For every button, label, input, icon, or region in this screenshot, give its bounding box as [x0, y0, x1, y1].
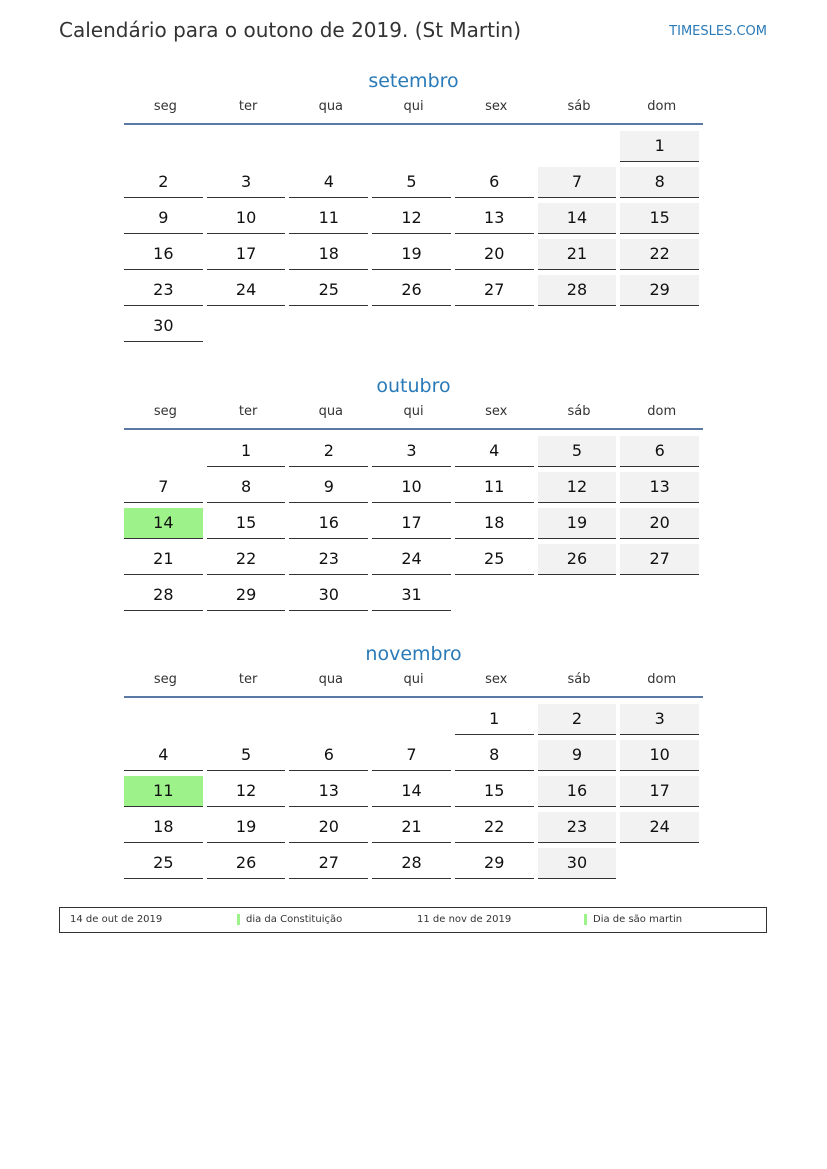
- day-cell: [207, 201, 290, 237]
- day-number: 13: [289, 776, 368, 807]
- day-cell: [455, 309, 538, 345]
- day-cell: [620, 846, 703, 882]
- day-number: 22: [620, 239, 699, 270]
- day-cell: [124, 738, 207, 774]
- day-cell: [207, 774, 290, 810]
- day-cell: [124, 237, 207, 273]
- month-title: novembro: [365, 643, 462, 665]
- week-row: [124, 434, 703, 470]
- day-number: 15: [620, 203, 699, 234]
- week-row: [124, 129, 703, 165]
- day-number: 30: [538, 848, 617, 879]
- day-number: 19: [538, 508, 617, 539]
- day-cell: [207, 434, 290, 470]
- day-cell: [455, 237, 538, 273]
- day-cell: [124, 810, 207, 846]
- legend-color-marker-1: [237, 914, 240, 925]
- day-number: 11: [289, 203, 368, 234]
- day-number: 22: [455, 812, 534, 843]
- day-number: 16: [538, 776, 617, 807]
- day-cell: [455, 165, 538, 201]
- day-number: 5: [538, 436, 617, 467]
- day-number: 28: [538, 275, 617, 306]
- day-number: 14: [538, 203, 617, 234]
- day-number: 20: [455, 239, 534, 270]
- week-row: [124, 470, 703, 506]
- day-cell: [620, 810, 703, 846]
- day-cell: [207, 738, 290, 774]
- weekday-label: seg: [153, 672, 177, 687]
- weekday-label: qua: [318, 404, 344, 419]
- day-cell: [207, 810, 290, 846]
- day-number: 18: [455, 508, 534, 539]
- day-cell: [538, 738, 621, 774]
- day-number: 5: [207, 740, 286, 771]
- day-cell: [620, 702, 703, 738]
- day-cell: [372, 738, 455, 774]
- weekday-label: sáb: [567, 404, 591, 419]
- day-cell: [289, 129, 372, 165]
- weekday-header: [124, 404, 703, 430]
- weekday-label: qui: [403, 672, 424, 687]
- day-number: 4: [455, 436, 534, 467]
- day-cell: [289, 506, 372, 542]
- month-novembro: [124, 640, 703, 882]
- day-cell: [620, 774, 703, 810]
- day-number: 29: [455, 848, 534, 879]
- day-cell: [538, 810, 621, 846]
- day-number: 7: [124, 472, 203, 503]
- day-number: 6: [620, 436, 699, 467]
- day-cell: [207, 309, 290, 345]
- day-cell: [455, 702, 538, 738]
- legend-label-1: dia da Constituição: [246, 914, 343, 925]
- day-number: 30: [124, 311, 203, 342]
- day-number: 8: [455, 740, 534, 771]
- day-number: 16: [124, 239, 203, 270]
- day-number: 9: [124, 203, 203, 234]
- day-cell: [289, 702, 372, 738]
- day-number: 14: [372, 776, 451, 807]
- day-cell: [289, 434, 372, 470]
- day-number: 23: [289, 544, 368, 575]
- day-cell: [124, 542, 207, 578]
- day-cell: [620, 237, 703, 273]
- day-number: 19: [207, 812, 286, 843]
- day-cell: [289, 578, 372, 614]
- month-setembro: [124, 67, 703, 345]
- day-number: 26: [372, 275, 451, 306]
- weekday-label: qui: [403, 99, 424, 114]
- weekday-label: seg: [153, 99, 177, 114]
- weekday-label: sex: [485, 99, 508, 114]
- day-number: 25: [124, 848, 203, 879]
- day-cell: [124, 273, 207, 309]
- holiday-legend: [59, 907, 767, 933]
- month-title: setembro: [368, 70, 459, 92]
- day-cell: [124, 165, 207, 201]
- day-cell: [372, 165, 455, 201]
- day-cell: [124, 309, 207, 345]
- day-number: 4: [124, 740, 203, 771]
- day-cell: [372, 470, 455, 506]
- day-cell: [372, 702, 455, 738]
- day-number: 28: [372, 848, 451, 879]
- day-cell: [455, 506, 538, 542]
- week-row: [124, 237, 703, 273]
- day-number: 1: [207, 436, 286, 467]
- legend-label-2: Dia de são martin: [593, 914, 683, 925]
- week-row: [124, 542, 703, 578]
- day-cell: [289, 165, 372, 201]
- day-cell: [207, 165, 290, 201]
- day-cell: [289, 237, 372, 273]
- week-row: [124, 774, 703, 810]
- day-number: 24: [207, 275, 286, 306]
- day-number: 18: [124, 812, 203, 843]
- day-cell: [124, 702, 207, 738]
- day-number: 9: [289, 472, 368, 503]
- day-cell: [455, 201, 538, 237]
- day-number: 22: [207, 544, 286, 575]
- legend-color-marker-2: [584, 914, 587, 925]
- day-number: 8: [620, 167, 699, 198]
- day-number: 17: [372, 508, 451, 539]
- day-cell: [538, 165, 621, 201]
- day-number: 29: [620, 275, 699, 306]
- day-cell: [207, 542, 290, 578]
- day-number: 1: [620, 131, 699, 162]
- weekday-label: ter: [238, 672, 258, 687]
- weeks: [124, 125, 703, 345]
- day-number: 5: [372, 167, 451, 198]
- day-number: 10: [207, 203, 286, 234]
- day-number: 26: [538, 544, 617, 575]
- day-cell: [455, 810, 538, 846]
- day-cell: [289, 273, 372, 309]
- day-number: 24: [372, 544, 451, 575]
- day-cell: [124, 129, 207, 165]
- week-row: [124, 506, 703, 542]
- day-number: 13: [620, 472, 699, 503]
- weekday-label: sex: [485, 404, 508, 419]
- day-number: 12: [207, 776, 286, 807]
- weekday-header: [124, 672, 703, 698]
- day-cell: [372, 578, 455, 614]
- day-cell: [372, 846, 455, 882]
- day-cell: [207, 273, 290, 309]
- week-row: [124, 846, 703, 882]
- day-number: 24: [620, 812, 699, 843]
- day-number: 20: [289, 812, 368, 843]
- week-row: [124, 702, 703, 738]
- weekday-label: dom: [647, 404, 677, 419]
- day-number: 3: [207, 167, 286, 198]
- month-title: outubro: [376, 375, 451, 397]
- day-cell: [372, 201, 455, 237]
- weeks: [124, 698, 703, 882]
- day-cell: [620, 738, 703, 774]
- day-number: 13: [455, 203, 534, 234]
- day-cell: [538, 846, 621, 882]
- day-cell: [538, 774, 621, 810]
- day-cell: [124, 846, 207, 882]
- weekday-label: seg: [153, 404, 177, 419]
- week-row: [124, 578, 703, 614]
- day-number: 8: [207, 472, 286, 503]
- day-cell: [207, 846, 290, 882]
- weekday-label: dom: [647, 99, 677, 114]
- weekday-label: dom: [647, 672, 677, 687]
- day-number: 21: [538, 239, 617, 270]
- day-cell: [289, 810, 372, 846]
- day-cell: [289, 309, 372, 345]
- day-cell: [372, 542, 455, 578]
- day-number: 27: [455, 275, 534, 306]
- day-cell: [620, 129, 703, 165]
- day-number: 25: [455, 544, 534, 575]
- day-number: 4: [289, 167, 368, 198]
- day-number: 28: [124, 580, 203, 611]
- legend-date-2: 11 de nov de 2019: [417, 914, 512, 925]
- day-number: 6: [289, 740, 368, 771]
- day-cell: [289, 846, 372, 882]
- day-cell: [372, 434, 455, 470]
- day-number: 31: [372, 580, 451, 611]
- day-number: 15: [207, 508, 286, 539]
- day-cell: [289, 201, 372, 237]
- day-number: 27: [620, 544, 699, 575]
- day-cell: [620, 578, 703, 614]
- day-number: 10: [372, 472, 451, 503]
- day-number: 16: [289, 508, 368, 539]
- weekday-header: [124, 99, 703, 125]
- legend-date-1: 14 de out de 2019: [70, 914, 163, 925]
- day-number: 21: [372, 812, 451, 843]
- day-cell: [124, 506, 207, 542]
- day-number: 1: [455, 704, 534, 735]
- day-cell: [455, 129, 538, 165]
- day-cell: [538, 470, 621, 506]
- day-cell: [207, 237, 290, 273]
- day-number: 7: [538, 167, 617, 198]
- day-number: 2: [538, 704, 617, 735]
- day-cell: [372, 309, 455, 345]
- day-cell: [372, 506, 455, 542]
- day-cell: [620, 470, 703, 506]
- week-row: [124, 738, 703, 774]
- day-cell: [620, 434, 703, 470]
- month-outubro: [124, 372, 703, 614]
- day-cell: [455, 273, 538, 309]
- week-row: [124, 165, 703, 201]
- day-cell: [538, 542, 621, 578]
- day-cell: [372, 273, 455, 309]
- day-cell: [124, 201, 207, 237]
- week-row: [124, 309, 703, 345]
- day-cell: [289, 738, 372, 774]
- day-number: 29: [207, 580, 286, 611]
- day-number: 3: [620, 704, 699, 735]
- day-cell: [620, 201, 703, 237]
- day-number: 20: [620, 508, 699, 539]
- day-cell: [124, 470, 207, 506]
- weekday-label: sáb: [567, 99, 591, 114]
- day-number: 2: [124, 167, 203, 198]
- day-number: 19: [372, 239, 451, 270]
- day-number: 7: [372, 740, 451, 771]
- day-number: 17: [620, 776, 699, 807]
- weekday-label: ter: [238, 404, 258, 419]
- day-cell: [620, 165, 703, 201]
- day-cell: [455, 738, 538, 774]
- day-number: 18: [289, 239, 368, 270]
- day-cell: [455, 470, 538, 506]
- day-cell: [207, 470, 290, 506]
- day-cell: [620, 309, 703, 345]
- day-number: 11: [455, 472, 534, 503]
- weekday-label: qui: [403, 404, 424, 419]
- day-cell: [289, 774, 372, 810]
- day-cell: [207, 702, 290, 738]
- weekday-label: ter: [238, 99, 258, 114]
- day-cell: [124, 434, 207, 470]
- day-cell: [538, 578, 621, 614]
- day-cell: [538, 201, 621, 237]
- site-link[interactable]: TIMESLES.COM: [669, 24, 767, 39]
- week-row: [124, 201, 703, 237]
- day-number: 30: [289, 580, 368, 611]
- holiday-day: 11: [124, 776, 203, 807]
- week-row: [124, 810, 703, 846]
- day-cell: [455, 542, 538, 578]
- day-number: 25: [289, 275, 368, 306]
- day-cell: [207, 578, 290, 614]
- week-row: [124, 273, 703, 309]
- weekday-label: qua: [318, 672, 344, 687]
- day-cell: [538, 309, 621, 345]
- day-number: 9: [538, 740, 617, 771]
- day-number: 27: [289, 848, 368, 879]
- day-cell: [620, 542, 703, 578]
- day-cell: [538, 434, 621, 470]
- day-cell: [372, 810, 455, 846]
- day-cell: [289, 470, 372, 506]
- day-cell: [207, 506, 290, 542]
- day-number: 21: [124, 544, 203, 575]
- day-cell: [538, 702, 621, 738]
- day-cell: [372, 774, 455, 810]
- weekday-label: sáb: [567, 672, 591, 687]
- day-number: 23: [538, 812, 617, 843]
- day-cell: [372, 237, 455, 273]
- day-number: 12: [372, 203, 451, 234]
- day-cell: [289, 542, 372, 578]
- day-cell: [455, 846, 538, 882]
- day-number: 3: [372, 436, 451, 467]
- day-cell: [538, 237, 621, 273]
- day-number: 10: [620, 740, 699, 771]
- day-cell: [538, 129, 621, 165]
- day-cell: [455, 774, 538, 810]
- day-cell: [620, 273, 703, 309]
- day-number: 26: [207, 848, 286, 879]
- day-cell: [124, 774, 207, 810]
- day-cell: [538, 273, 621, 309]
- day-cell: [538, 506, 621, 542]
- day-cell: [372, 129, 455, 165]
- day-number: 6: [455, 167, 534, 198]
- weeks: [124, 430, 703, 614]
- day-number: 2: [289, 436, 368, 467]
- weekday-label: qua: [318, 99, 344, 114]
- day-number: 15: [455, 776, 534, 807]
- page-title: Calendário para o outono de 2019. (St Martin): [59, 18, 522, 42]
- day-cell: [207, 129, 290, 165]
- day-cell: [620, 506, 703, 542]
- holiday-day: 14: [124, 508, 203, 539]
- day-number: 12: [538, 472, 617, 503]
- day-cell: [455, 578, 538, 614]
- day-number: 23: [124, 275, 203, 306]
- day-cell: [455, 434, 538, 470]
- weekday-label: sex: [485, 672, 508, 687]
- day-number: 17: [207, 239, 286, 270]
- day-cell: [124, 578, 207, 614]
